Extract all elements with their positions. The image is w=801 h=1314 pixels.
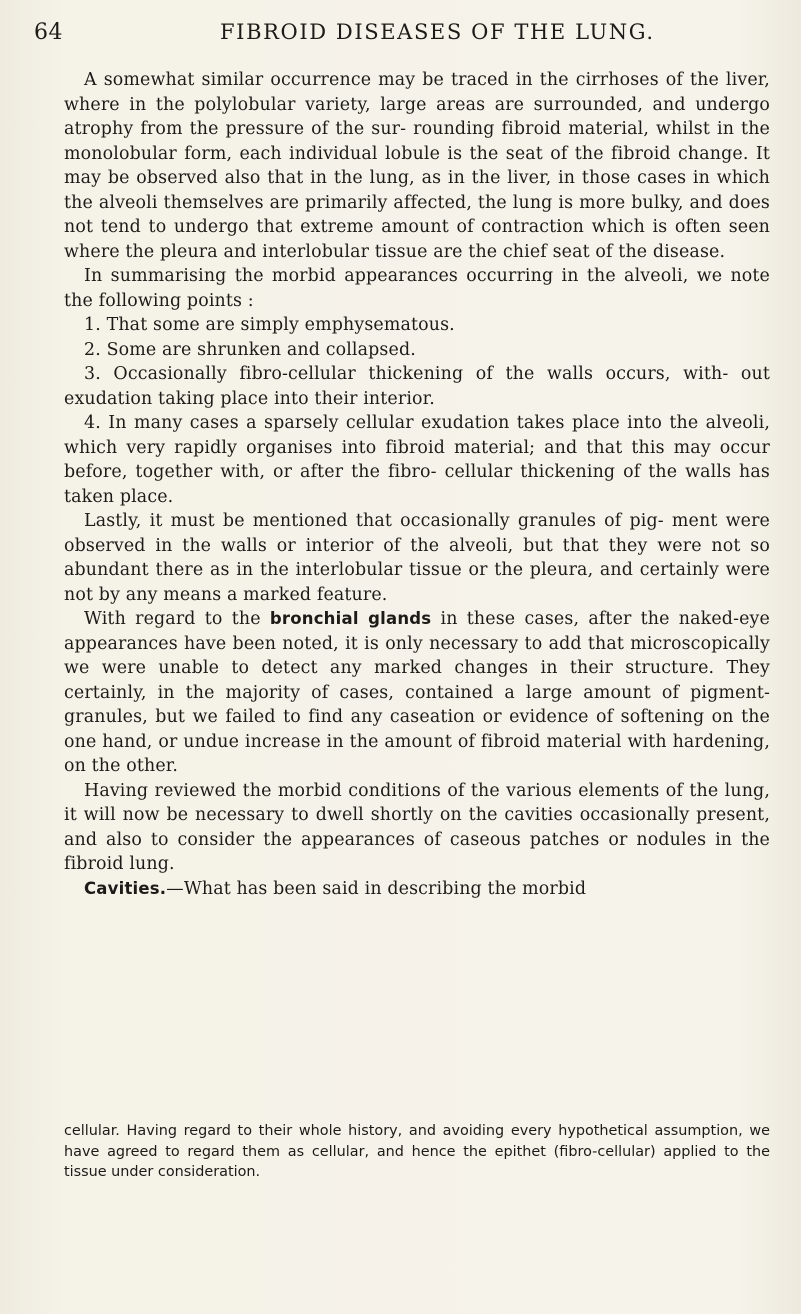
footnote: [64, 1121, 770, 1183]
paragraph-review: Having reviewed the morbid conditions of the various elements of the lung, it will now be necessary to dwell shortly on the cavities occasionally present, and also to consider the appearances of caseous patches or nodules in the fibroid lung.: [64, 780, 770, 874]
page-header: [34, 20, 774, 54]
inline-heading-cavities: Cavities.: [84, 878, 167, 898]
running-head: FIBROID DISEASES OF THE LUNG.: [220, 20, 655, 44]
body-text: [64, 68, 770, 901]
paragraph-cavities: [64, 877, 770, 902]
paragraph-cirrhoses: A somewhat similar occurrence may be traced in the cirrhoses of the liver, where in the polylobular variety, large areas are surrounded, and undergo atrophy from the pressure of the sur- rounding fibroid material, whilst in the monolobular form, each individual lobule is the seat of the fibroid change. It may be observed also that in the lung, as in the liver, in those cases in which the alveoli themselves are primarily affected, the lung is more bulky, and does not tend to undergo that extreme amount of contraction which is often seen where the pleura and interlobular tissue are the chief seat of the disease.: [64, 70, 770, 262]
list-item: 3. Occasionally fibro-cellular thickening of the walls occurs, with- out exudation taking place into their interior.: [64, 364, 770, 409]
paragraph-lead: With regard to the: [84, 609, 261, 629]
inline-heading-bronchial-glands: bronchial glands: [269, 609, 432, 628]
list-item: 2. Some are shrunken and collapsed.: [84, 339, 416, 360]
paragraph-bronchial-glands: [64, 607, 770, 779]
paragraph-rest: —What has been said in describing the morbid: [166, 878, 587, 899]
paragraph-pigment: Lastly, it must be mentioned that occasionally granules of pig- ment were observed in the walls or interior of the alveoli, but that they were not so abundant there as in the interlobular tissue or the pleura, and certainly were not by any means a marked feature.: [64, 511, 770, 605]
list-item: 1. That some are simply emphysematous.: [84, 315, 455, 335]
list-item: 4. In many cases a sparsely cellular exudation takes place into the alveoli, which very rapidly organises into fibroid material; and that this may occur before, together with, or after the fibro- cellular thickening of the walls has taken place.: [64, 413, 770, 507]
paragraph-rest: in these cases, after the naked-eye appearances have been noted, it is only necessary to add that microscopically we were unable to detect any marked changes in their structure. They certainly, in the majority of cases, contained a large amount of pigment-granules, but we failed to find any caseation or evidence of softening on the one hand, or undue increase in the amount of fibroid material with hardening, on the other.: [64, 609, 770, 776]
page-number: 64: [34, 20, 63, 45]
paragraph-summary-intro: In summarising the morbid appearances occurring in the alveoli, we note the following points :: [64, 266, 770, 311]
footnote-text: cellular. Having regard to their whole history, and avoiding every hypothetical assumption, we have agreed to regard them as cellular, and hence the epithet (fibro-cellular) applied to the tissue under consideration.: [64, 1123, 770, 1180]
